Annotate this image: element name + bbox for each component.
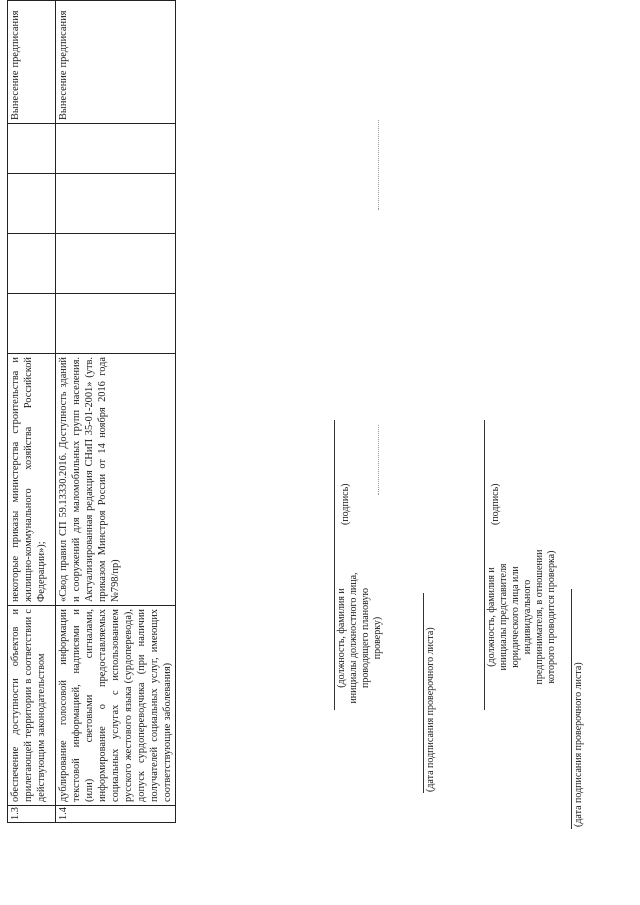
representative-signature-line xyxy=(484,420,485,710)
note-cell: Вынесение предписания xyxy=(56,1,176,124)
requirement-cell: обеспечение доступности объектов и прилегающей территории в соответствии с действующим законодательством xyxy=(8,606,56,806)
inspector-signature-line xyxy=(334,420,335,710)
faint-mark xyxy=(378,120,379,210)
empty-cell xyxy=(8,124,56,174)
note-cell: Вынесение предписания xyxy=(8,1,56,124)
inspector-date-line xyxy=(423,593,424,793)
representative-sign-caption: (подпись) xyxy=(490,483,501,525)
answer-yes-cell xyxy=(56,294,176,354)
answer-yes-cell xyxy=(8,294,56,354)
reference-cell: «Свод правил СП 59.13330.2016. Доступность зданий и сооружений для маломобильных групп населения. Актуализированная редакция СНиП 35-01-2001» (утв. приказом Минстроя России от 14 ноября 2016 года №798/пр) xyxy=(56,354,176,606)
answer-na-cell xyxy=(56,174,176,234)
row-number: 1.3 xyxy=(8,806,56,823)
row-number: 1.4 xyxy=(56,806,176,823)
reference-cell: некоторые приказы министерства строительства и жилищно-коммунального хозяйства Российской Федерации»); xyxy=(8,354,56,606)
answer-no-cell xyxy=(8,234,56,294)
answer-no-cell xyxy=(56,234,176,294)
answer-na-cell xyxy=(8,174,56,234)
representative-date-line xyxy=(571,589,572,829)
inspector-sign-caption: (подпись) xyxy=(340,483,351,525)
representative-caption: (должность, фамилия и инициалы представителя юридического лица или индивидуального предпринимателя, в отношении которого проводится проверка) xyxy=(486,549,557,685)
inspector-date-caption: (дата подписания проверочного листа) xyxy=(425,627,436,792)
faint-mark xyxy=(378,425,379,495)
representative-date-caption: (дата подписания проверочного листа) xyxy=(573,662,584,827)
table-row xyxy=(8,1,56,823)
table-row xyxy=(56,1,176,823)
empty-cell xyxy=(56,124,176,174)
checklist-table xyxy=(7,0,176,823)
inspector-caption: (должность, фамилия и инициалы должностного лица, проводящего плановую проверку) xyxy=(336,572,383,704)
requirement-cell: дублирование голосовой информации текстовой информацией, надписями и (или) световыми сигналами, информирование о предоставляемых социальных услугах с использованием русского жестового языка (сурдоперевода), допуск сурдопереводчика (при наличии получателей социальных услуг, имеющих соответствующие заболевания) xyxy=(56,606,176,806)
